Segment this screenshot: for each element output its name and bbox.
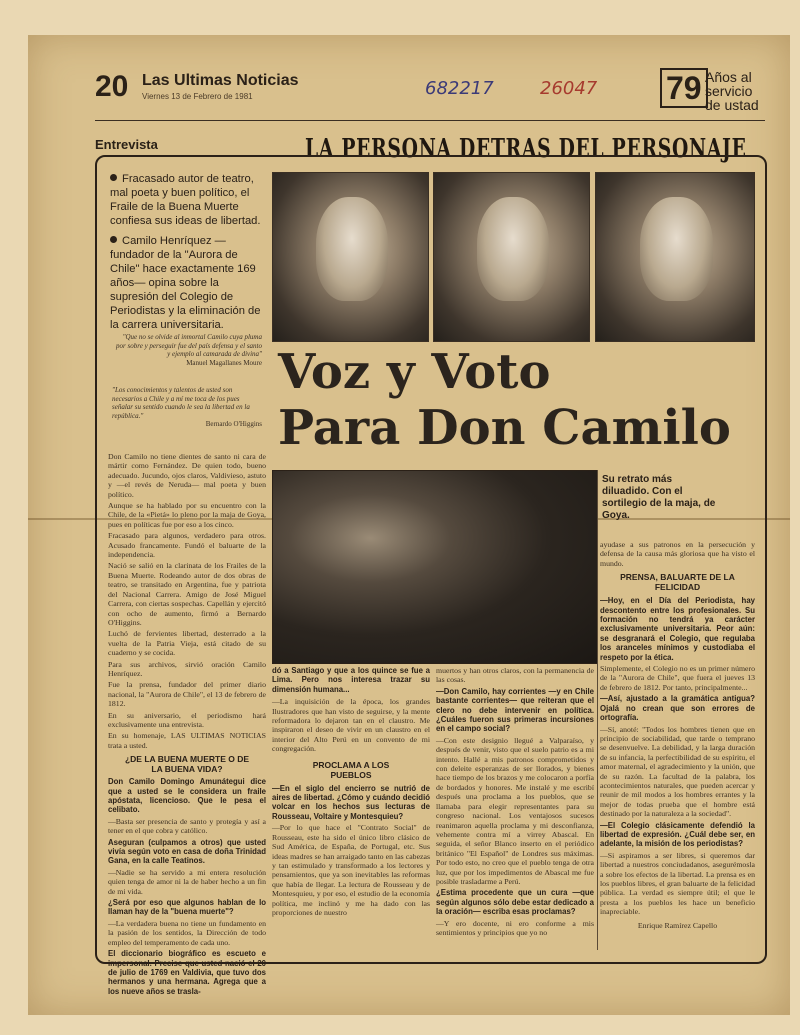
answer: —Con este designio llegué a Valparaíso, y después de venir, visto que el suelo patrio es a mi intento. Hallé a mis patronos comprometidos y con deleite esperanzas de ser llorados, y bienes hace tiempo de los brazos y me colocaron a porfía de bordados y honores. Me instalé y me escribí después una proclama a los pueblos, que se llamaba para elegir representantes para su congreso nacional. Los ventajosos sucesos reanimaron aquella proclama y mi desconfianza, vehemente contra mí a virrey Abascal. En seguida, el señor Blanco inserto en el periódico británico "El Español" de Londres sus máximas. Por todo esto, no creo que el pueblo tenga de otra luz, que por los impedimentos de Abascal me fue posible trasladarme a Perú.: [436, 735, 594, 886]
column-4: [600, 540, 755, 931]
page-number: 20: [95, 70, 129, 103]
masthead-rule: [95, 120, 765, 121]
paragraph: En su homenaje, LAS ULTIMAS NOTICIAS trata a usted.: [108, 731, 266, 750]
quote-2: [112, 386, 262, 429]
answer: —La inquisición de la época, los grandes Ilustradores que han visto de seguirse, y la mente reformadora lo dejaron tan en el claustro. Me inspiraron el deseo de vivir en un claustro en el interior del Alto Perú en un convento de mi congregación.: [272, 697, 430, 754]
handwritten-number-2: 26047: [540, 78, 598, 99]
quote-1: [112, 333, 262, 367]
portrait-photo-3: [595, 172, 755, 342]
headline-line: Para Don Camilo: [278, 400, 731, 456]
answer: —Por lo que hace el "Contrato Social" de Rousseau, este ha sido el único libro clásico de Sud América, de España, de Portugal, etc. Sus ideas madres se han arraigado tanto en las cabezas y tan estimulado y transformado a los lectores y pensamientos, que ya son inevitables las reformas que había de llegar. La lectura de Rousseau y de Montesquieu, y por eso, el estudio de la economía política, me inclinó y me ha dado con las proporciones de nuestro: [272, 823, 430, 917]
subheading: PRENSA, BALUARTE DE LA FELICIDAD: [620, 572, 735, 593]
anniversary-badge: 79: [660, 68, 708, 108]
headline-line: Voz y Voto: [278, 344, 551, 400]
issue-date: Viernes 13 de Febrero de 1981: [142, 92, 253, 101]
bullet-text: Camilo Henríquez —fundador de la "Aurora de Chile" hace exactamente 169 años— opina sobre la supresión del Colegio de Periodistas y la eliminación de la carrera universitaria.: [110, 235, 261, 331]
answer: —Nadie se ha servido a mi entera resolución quien tenga de amor ni la de haber hecho a un fin de mi vida.: [108, 867, 266, 896]
question: Don Camilo Domingo Amunátegui dice que a usted se le considera un fraile apóstata, licencioso. Que le pesa el celibato.: [108, 777, 266, 815]
paragraph: dó a Santiago y que a los quince se fue a Lima. Pero nos interesa trazar su dimensión humana...: [272, 666, 430, 694]
subheading: ¿DE LA BUENA MUERTE O DE LA BUENA VIDA?: [124, 754, 250, 775]
bullet-1: [110, 172, 268, 228]
bullet-2: [110, 234, 268, 332]
photo-caption: Su retrato más diluadido. Con el sortilegio de la maja, de Goya.: [602, 474, 716, 521]
banner-headline: LA PERSONA DETRAS DEL PERSONAJE: [305, 134, 747, 164]
answer: —Basta ser presencia de santo y protegía y así a tener en el que cobra y católico.: [108, 816, 266, 836]
author-signature: Enrique Ramírez Capello: [637, 920, 718, 930]
question: —Don Camilo, hay corrientes —y en Chile bastante corrientes— que reiteran que el clero no debe intervenir en política. ¿Cuáles fueron sus primeras incursiones en el campo social?: [436, 686, 594, 734]
bullet-dot: [110, 236, 117, 243]
section-label: Entrevista: [95, 137, 158, 152]
paragraph: Nació se salió en la clarinata de los Frailes de la Buena Muerte. Rodeando autor de dos obras de teatro, se transitado en Argentina, fue y patriota del Nacional Carrera. Amigo de José Miguel Carrera, con ciertas sospechas. Capellán y ejercitó con ocho de aumento, firmó a Bernardo O'Higgins.: [108, 561, 266, 627]
bullet-text: Fracasado autor de teatro, mal poeta y buen político, el Fraile de la Buena Muerte confiesa sus ideas de libertad.: [110, 173, 261, 227]
paragraph: ayudase a sus patronos en la persecución y defensa de la causa más gloriosa que ha visto el mundo.: [600, 540, 755, 568]
anniversary-text: [705, 70, 759, 112]
question: —Hoy, en el Día del Periodista, hay descontento entre los profesionales. Su formación no tendrá ya carácter exclusivamente universitaria. Peor aún: se desgranará el Colegio, que regulaba los aranceles mínimos y custodiaba el respeto por la ética.: [600, 596, 755, 662]
anniversary-line: servicio: [705, 83, 753, 99]
quote-author: Manuel Magallanes Moure: [186, 358, 262, 367]
question: —Así, ajustado a la gramática antigua? Ojalá no crean que son errores de ortografía.: [600, 694, 755, 723]
quote-author: Bernardo O'Higgins: [205, 420, 262, 428]
quote-text: "Los conocimientos y talentos de usted son necesarios a Chile y a mí me toca de los pues señalar su sentido cuando le sea la libertad en la república.": [112, 386, 250, 420]
question: El diccionario biográfico es escueto e impersonal. Precise que usted nació el 20 de julio de 1769 en Valdivia, que tuvo dos hermanos y una hermana. Agrega que a los nueve años se trasla-: [108, 949, 266, 996]
anniversary-line: de ustad: [705, 97, 759, 113]
answer: —Si aspiramos a ser libres, si queremos dar libertad a nuestros conciudadanos, asegurémosla a sobre los efectos de la libertad. La prensa es en los pueblos libres, el gran baluarte de la felicidad pública. La verdad es siempre útil; el que le presta a los pueblos les hace un beneficio inapreciable.: [600, 850, 755, 917]
paragraph: Don Camilo no tiene dientes de santo ni cara de mártir como Fernández. De quien todo, bueno adecuado. Jucundo, ojos claros, Valdivieso, astuto y —el revés de Neruda— mal poeta y buen político.: [108, 452, 266, 499]
question: ¿Será por eso que algunos hablan de lo llaman hay de la "buena muerte"?: [108, 898, 266, 917]
subheading: PROCLAMA A LOS PUEBLOS: [312, 759, 390, 780]
portrait-face: [316, 197, 387, 301]
question: Aseguran (culpamos a otros) que usted vivía según voto en casa de doña Trinidad Gana, en la calle Teatinos.: [108, 837, 266, 866]
column-2: [272, 666, 430, 917]
quote-text: "Que no se olvide al inmortal Camilo cuya pluma por sobre y perseguir fue del país defensa y el santo y ejemplo al camarada de divina": [116, 333, 262, 358]
question: —En el siglo del encierro se nutrió de aires de libertad. ¿Cómo y cuándo decidió volcar en los hechos sus lecturas de Rousseau, Voltaire y Montesquieu?: [272, 783, 430, 821]
paragraph: Luchó de fervientes libertad, desterrado a la vuelta de la Patria Vieja, está citado de su cuaderno y se cocida.: [108, 629, 266, 658]
portrait-painting-photo: [272, 470, 598, 664]
column-divider: [597, 470, 598, 950]
answer: —La verdadera buena no tiene un fundamento en la pasión de los sentidos, la Dirección de todo empleo del temperamento de cada uno.: [108, 918, 266, 947]
paper-name: Las Ultimas Noticias: [142, 72, 299, 89]
paragraph: Aunque se ha hablado por su encuentro con la Chile, de la «Pietá» lo pleno por la maja de Goya, pues en políticas fue por eso a los cinco.: [108, 501, 266, 529]
bullet-dot: [110, 174, 117, 181]
column-1: [108, 452, 266, 996]
portrait-photo-2: [433, 172, 590, 342]
handwritten-number-1: 682217: [425, 78, 494, 99]
answer: Simplemente, el Colegio no es un primer número de la "Aurora de Chile", que fuera el jueves 13 de febrero de 1812. Por tanto, principalmente...: [600, 664, 755, 692]
question: —El Colegio clásicamente defendió la libertad de expresión. ¿Cuál debe ser, en adelante, la misión de los periodistas?: [600, 820, 755, 849]
answer: —Y ero docente, ni ero conforme a mis sentimientos y principios que yo no: [436, 918, 594, 937]
portrait-face: [477, 197, 548, 301]
paragraph: muertos y han otros claros, con la permanencia de las cosas.: [436, 666, 594, 685]
paragraph: En su aniversario, el periodismo hará exclusivamente una entrevista.: [108, 710, 266, 729]
paragraph: Fracasado para algunos, verdadero para otros. Acusado francamente. Fundó el baluarte de la independencia.: [108, 531, 266, 560]
anniversary-line: Años al: [705, 69, 752, 85]
column-3: [436, 666, 594, 937]
paragraph: Para sus archivos, sirvió oración Camilo Henríquez.: [108, 659, 266, 678]
answer: —Sí, anoté: "Todos los hombres tienen que en principio de sociabilidad, que tarde o temprano se desenvuelve. La debilidad, y la larga duración de su infancia, la perfectibilidad de su espíritu, el amor maternal, el agradecimiento y la unión, que de su razón. La facultad de la palabra, los acontecimientos naturales, que pueden acercar y reunir de mil modos a los hombres errantes y la mejor de todas prueba que el hombre está destinado por la naturaleza a la sociedad".: [600, 724, 755, 819]
question: ¿Estima procedente que un cura —que según algunos sólo debe estar dedicado a la oración— escriba esas proclamas?: [436, 888, 594, 917]
paragraph: Fue la prensa, fundador del primer diario nacional, la "Aurora de Chile", el 13 de febrero de 1812.: [108, 680, 266, 709]
portrait-photo-1: [272, 172, 429, 342]
headline: [278, 344, 758, 456]
portrait-face: [640, 197, 713, 301]
